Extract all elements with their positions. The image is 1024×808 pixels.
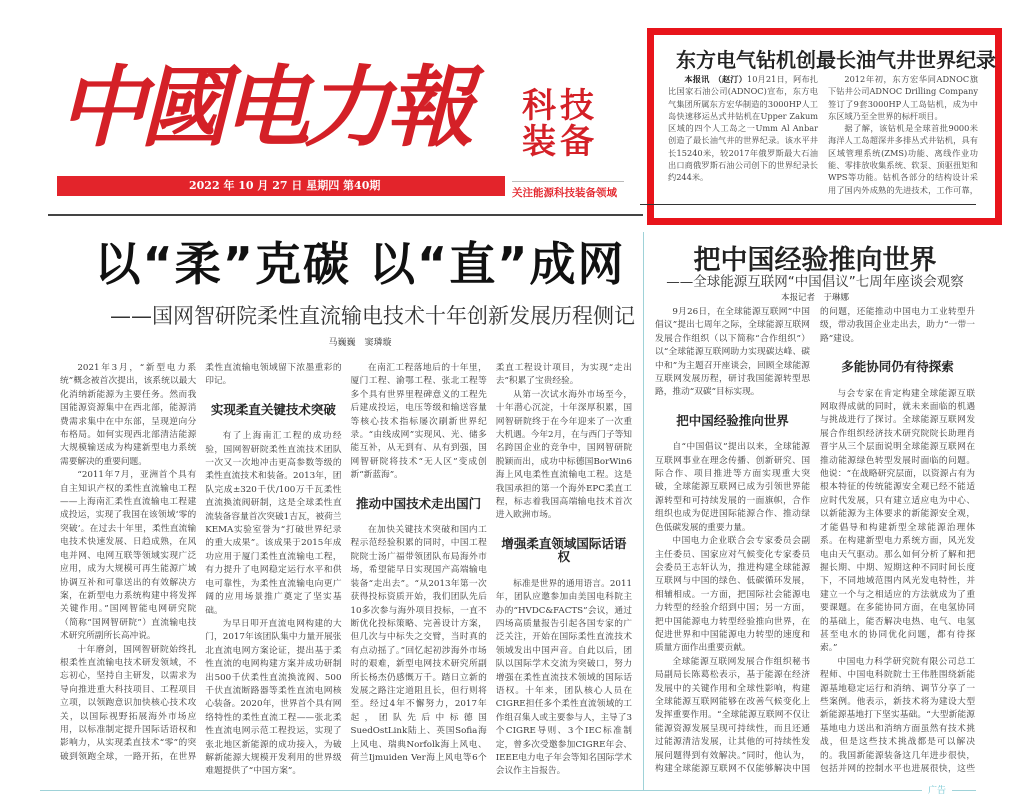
date-bar: 2022 年 10 月 27 日 星期四 第40期: [57, 176, 505, 196]
section-heading: 多能协同仍有待探索: [841, 359, 954, 375]
main-article-body: [60, 362, 632, 784]
feature-text: 10月21日，阿布扎比国家石油公司(ADNOC)宣布，东方电气集团所属东方宏华制造的3000HP人工岛快速移运丛式井钻机在Upper Zakum区域的四个人工岛之一Umm Al Anbar创造了最长油气井的世界纪录。该水平井长15240米，较2017年俄罗斯最大石油出口商俄罗斯石油公司创下的世界纪录长约244米。: [668, 74, 818, 183]
bottom-rule: [40, 790, 976, 791]
paragraph: 中国电力企业联合会专家委员会副主任委员、国家应对气候变化专家委员会委员王志轩认为，推进构建全球能源互联网与中国的绿色、低碳循环发展，相辅相成。一方面，把国际社会能源电力转型的经验介绍到中国；另一方面，把中国能源电力转型经验推向世界，在促进世界和中国能源电力转型的速度和质量方面作出重要贡献。: [655, 536, 810, 654]
side-subtitle: ——全球能源互联网“中国倡议”七周年座谈会观察: [666, 274, 964, 290]
side-byline: 本报记者 于琳娜: [780, 293, 849, 303]
paragraph: 标准是世界的通用语言。2011年，团队应邀参加由美国电科院主办的“HVDC&FACTS”会议，通过四场高质量报告引起各国专家的广泛关注，开始在国际柔性直流技术领域发出中国声音。自此以后，团队以国际学术交流为突破口，努力增强在柔性直流技术领域的国际话语权。十年来，团队核心人员在CIGRE担任多个柔性直流领域的工作组召集人或主要参与人，主导了3个CIGRE导则、3个IEC标准制定，曾多次受邀参加CIGRE年会、IEEE电力电子年会等知名国际学术会议作主旨报告。: [495, 578, 632, 777]
feature-box-body: [668, 73, 978, 198]
paragraph: 有了上海南汇工程的成功经验，国网智研院柔性直流技术团队一次又一次地冲击更高参数等级的柔性直流技术和装备。2013年，团队完成±320千伏/100万千瓦柔性直流换流阀研制，这是全球柔性直流装备容量首次突破1吉瓦，被荷兰KEMA实验室誉为“打破世界纪录的重大成果”。该成果于2015年成功应用于厦门柔性直流输电工程，有力提升了电网稳定运行水平和供电可靠性，为柔性直流输电向更广阔的应用场景推广奠定了坚实基础。: [205, 431, 342, 616]
paragraph: 中国电力科学研究院有限公司总工程师、中国电科院院士王伟胜围绕新能源基地稳定运行和消纳、调节分享了一些案例。他表示，新技术将为建设大型新能源基地打下坚实基础。“大型新能源基地电力送出和消纳方面虽然有技术挑战，但是这些技术挑战都是可以解决的。我国新能源装备这几年进步很快，包括并网的控制水平也进展很快，这些: [820, 656, 975, 774]
section-heading: 把中国经验推向世界: [676, 412, 789, 428]
masthead-divider: [48, 214, 643, 216]
paragraph: 十年磨剑，国网智研院始终扎根柔性直流输电技术研发领域，不忘初心，坚持自主研发，以需求为导向推进重大科技项目、工程项目立项，以领跑意识加快核心技术攻关，以国际视野拓展海外市场应用，以标准制定提升国际话语权和影响力，从实现柔直技术“零”的突破到领跑全球，一路开拓，在世界柔性直流输电领域留下浓墨重彩的印记。: [60, 363, 342, 762]
side-headline: 把中国经验推向世界: [693, 245, 937, 276]
section-heading: 推动中国技术走出国门: [356, 495, 482, 511]
paragraph: “2011年7月，亚洲首个具有自主知识产权的柔性直流输电工程——上海南汇柔性直流输电工程建成投运，实现了我国在该领域‘零的突破’。在过去十年里，柔性直流输电技术快速发展、日趋成熟，在风电并网、电网互联等领域实现广泛应用，成为大规模可再生能源广域协调互补和可靠送出的有效解决方案，在新型电力系统构建中将发挥关键作用。”国网智能电网研究院（简称“国网智研院”）直流输电技术研究所副所长高冲说。: [60, 470, 197, 642]
main-byline: 马巍巍 窦璘璇: [328, 338, 392, 348]
main-headline: 以“柔”克碳 以“直”成网: [94, 237, 626, 291]
paragraph: 从第一次试水海外市场至今，十年潜心沉淀，十年深厚积累，国网智研院终于在今年迎来了一次重大机遇。今年2月，在与西门子等知名跨国企业的竞争中，国网智研院脱颖而出，成功中标德国BorWin6海上风电柔性直流输电工程。这是我国承担的第一个海外EPC柔直工程，标志着我国高端输电技术首次进入欧洲市场。: [495, 389, 632, 521]
newspaper-logo: 中國电力報: [58, 55, 469, 159]
paragraph: 在南汇工程落地后的十年里，厦门工程、渝鄂工程、张北工程等多个具有世界里程碑意义的工程先后建成投运，电压等级和输送容量等核心技术指标屡次刷新世界纪录。“由线成网”实现风、光、储多能互补，从无到有、从有到强，国网智研院将技术“无人区”变成创新“新蓝海”。: [350, 363, 487, 481]
feature-box-rule: [640, 204, 976, 205]
main-subtitle: ——国网智研院柔性直流输电技术十年创新发展历程侧记: [110, 304, 635, 328]
feature-paragraph: [668, 73, 818, 184]
feature-lead: 本报讯 （赵汀）: [684, 74, 747, 84]
paragraph: 全球能源互联网发展合作组织秘书局副局长陈葛松表示，基于能源在经济发展中的关键作用和全球性影响，构建全球能源互联网能够在改善气候变化上发挥重要作用。“全球能源互联网不仅让能源资源发展呈现可持续性，而且还通过能源清洁发展，让其他的可持续性发展问题得到有效解决。”同时，他认为，构建全球能源互联网不仅能够解决中国的问题，还能推动中国电力工业转型升级，带动我国企业走出去，助力“一带一路”建设。: [655, 307, 975, 774]
paragraph: 在加快关键技术突破和国内工程示范经验积累的同时，中国工程院院士汤广福带领团队布局海外市场，希望能早日实现国产高端输电装备“走出去”。“从2013年第一次获得投标资质开始，我们团队先后10多次参与海外项目投标，一直不断优化投标策略、完善设计方案，但几次与中标失之交臂，当时真的有点动摇了。”回忆起初涉海外市场时的艰难，新型电网技术研究所副所长杨杰仍感慨万千。踏日立新的发展之路注定道阻且长，但行则将至。经过4年不懈努力，2017年起，团队先后中标德国SuedOstLink陆上、英国Sofia海上风电、瑞典Norfolk海上风电、荷兰Ijmuiden Ver海上风电等6个柔直工程设计项目，为实现“走出去”积累了宝贵经验。: [350, 363, 632, 763]
paragraph: 与会专家在肯定构建全球能源互联网取得成就的同时，就未来面临的机遇与挑战进行了探讨。全球能源互联网发展合作组织经济技术研究院院长助理肖晋宇从三个层面说明全球能源互联网在推动能源绿色转型发展时面临的问题。他说：“在战略研究层面，以资源占有为根本特征的传统能源安全观已经不能适应时代发展，只有建立适应电为中心、以新能源为主体要求的新能源安全观，才能倡导和构建新型全球能源治理体系。在构建新型电力系统方面，风光发电由天气驱动。那么如何分析了解和把握长期、中期、短期这种不同时间长度下，不同地域范围内风光发电特性，并建立一个与之相适应的方法就成为了重要课题。在多能协同方面，在电氢协同的基础上，能否解决电热、电气、电氢甚至电水的协同优化问题，都有待探索。”: [820, 388, 975, 654]
section-heading: 实现柔直关键技术突破: [210, 401, 336, 417]
side-article-body: [655, 306, 975, 784]
section-name: 科技装备: [522, 86, 598, 162]
paragraph: 自“中国倡议”提出以来，全球能源互联网事业在理念传播、创新研究、国际合作、项目推进等方面实现重大突破，全球能源互联网已成为引领世界能源转型和可持续发展的一面旗帜，合作组织也成为促进国际能源合作、推动绿色低碳发展的重要力量。: [655, 442, 810, 533]
feature-paragraph: 2012年初，东方宏华同ADNOC旗下钻井公司ADNOC Drilling Company签订了9套3000HP人工岛钻机，成为中东区域乃至全世界的标杆项目。: [828, 74, 978, 121]
paragraph: 为早日叩开直流电网构建的大门，2017年该团队集中力量开展张北直流电网方案论证，提出基于柔性直流的电网构建方案并成功研制出500千伏柔性直流换流阀、500千伏直流断路器等柔性直流电网核心装备。2020年，世界首个具有网络特性的柔性直流工程——张北柔性直流电网示范工程投运，实现了张北地区新能源的成功接入，为破解新能源大规模开发利用的世界级难题提供了“中国方案”。: [205, 618, 342, 777]
ad-label: 广告: [922, 783, 952, 796]
paragraph: 9月26日，在全球能源互联网“中国倡议”提出七周年之际，全球能源互联网发展合作组织（以下简称“合作组织”）以“全球能源互联网助力实现碳达峰、碳中和”为主题召开座谈会，回顾全球能源互联网发展历程，研讨我国能源转型思路，推动“双碳”目标实现。: [655, 307, 810, 398]
paragraph: 2021年3月，“新型电力系统”概念被首次提出，该系统以最大化消纳新能源为主要任务。然而我国能源资源集中在西北部，能源消费需求集中在中东部，呈现逆向分布格局。如何实现西北部清洁能源大规模输送成为构建新型电力系统需要解决的重要问题。: [60, 363, 197, 467]
feature-box-title: 东方电气钻机创最长油气井世界纪录: [676, 48, 996, 72]
tagline: 关注能源科技装备领域: [512, 181, 624, 200]
section-heading: 增强柔直领域国际话语权: [501, 535, 627, 565]
feature-paragraph: 据了解，该钻机是全球首批9000米海洋人工岛超深井多排丛式井钻机，具有区域管理系统(ZMS)功能、离线作业功能、零排放收集系统、软泵、顶驱扭矩和WPS等功能。钻机各部分的结构设计采用了国内外成熟的先进技术，工作可靠，: [828, 123, 978, 195]
column-divider: [643, 232, 644, 790]
